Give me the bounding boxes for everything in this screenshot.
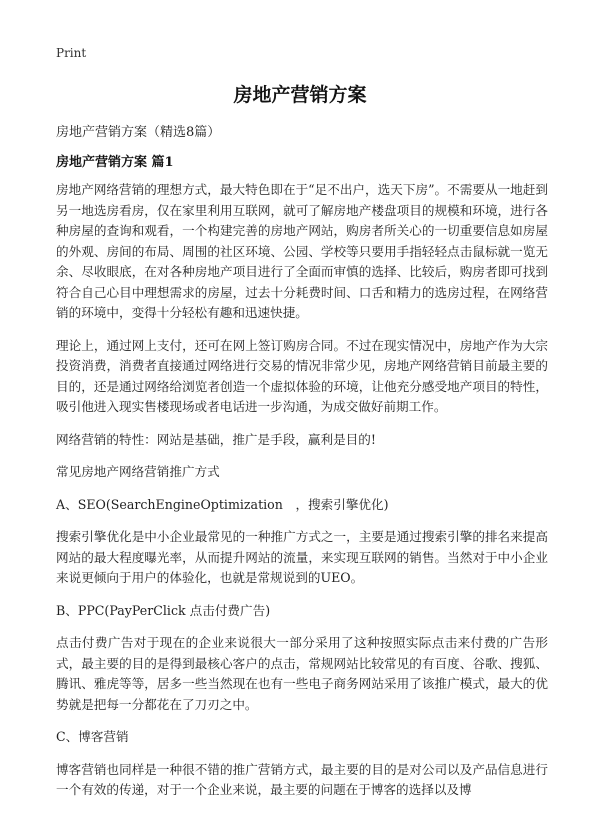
- paragraph-characteristics: 网络营销的特性：网站是基础，推广是手段，赢利是目的!: [56, 431, 376, 447]
- paragraph-methods-heading: 常见房地产网络营销推广方式: [56, 464, 220, 479]
- paragraph-ppc-body: 点击付费广告对于现在的企业来说很大一部分采用了这种按照实际点击来付费的广告形式，最主要的目的是得到最核心客户的点击，常规网站比较常见的有百度、谷歌、搜狐、腾讯、雅虎等等，居多一些当然现在也有一些电子商务网站采用了该推广模式，最大的优势就是把每一分都花在了刀刃之中。: [56, 635, 548, 712]
- paragraph-seo-heading: A、SEO(SearchEngineOptimization ，搜索引擎优化): [56, 496, 389, 512]
- paragraph-intro: 房地产网络营销的理想方式，最大特色即在于“足不出户，选天下房”。不需要从一地赶到另一地选房看房，仅在家里利用互联网，就可了解房地产楼盘项目的规模和环境，进行各种房屋的查询和观看，一个构建完善的房地产网站，购房者所关心的一切重要信息如房屋的外观、房间的布局、周围的社区环境、公园、学校等只要用手指轻轻点击鼠标就一览无余、尽收眼底，在对各种房地产项目进行了全面而审慎的选择、比较后，购房者即可找到符合自己心目中理想需求的房屋，过去十分耗费时间、口舌和精力的选房过程，在网络营销的环境中，变得十分轻松有趣和迅速快捷。: [56, 182, 548, 320]
- paragraph-theory: 理论上，通过网上支付，还可在网上签订购房合同。不过在现实情况中，房地产作为大宗投资消费，消费者直接通过网络进行交易的情况非常少见，房地产网络营销目前最主要的目的，还是通过网络给浏览者创造一个虚拟体验的环境，让他充分感受地产项目的特性，吸引他进入现实售楼现场或者电话进一步沟通，为成交做好前期工作。: [56, 337, 548, 414]
- paragraph-blog-body: 博客营销也同样是一种很不错的推广营销方式，最主要的目的是对公司以及产品信息进行一个有效的传递，对于一个企业来说，最主要的问题在于博客的选择以及博: [56, 761, 548, 797]
- print-link[interactable]: Print: [56, 46, 87, 60]
- section-heading: 房地产营销方案 篇1: [56, 155, 174, 170]
- page-title: 房地产营销方案: [233, 84, 367, 106]
- document-body: [56, 180, 548, 813]
- document-subtitle: 房地产营销方案（精选8篇）: [56, 125, 221, 140]
- paragraph-blog-heading: C、博客营销: [56, 729, 129, 744]
- paragraph-ppc-heading: B、PPC(PayPerClick 点击付费广告): [56, 602, 271, 618]
- paragraph-seo-body: 搜索引擎优化是中小企业最常见的一种推广方式之一，主要是通过搜索引擎的排名来提高网站的最大程度曝光率，从而提升网站的流量，来实现互联网的销售。当然对于中小企业来说更倾向于用户的体验化，也就是常规说到的UEO。: [56, 529, 548, 585]
